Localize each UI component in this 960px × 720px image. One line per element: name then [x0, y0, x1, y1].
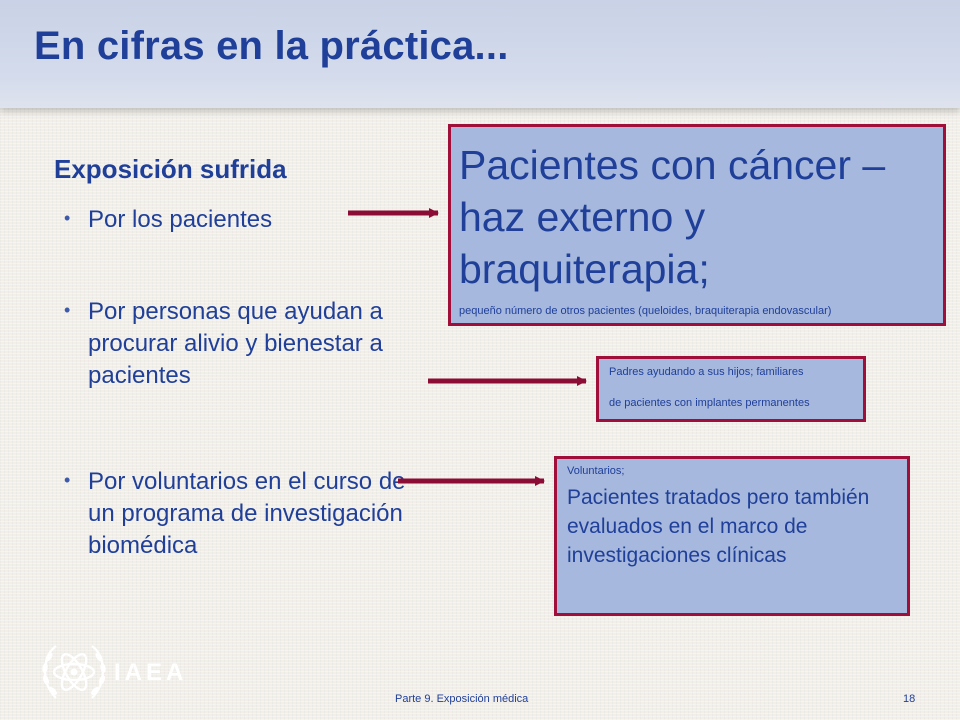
volunteers-box-main-text: Pacientes tratados pero también evaluados en el marco de investigaciones clínicas [567, 486, 870, 567]
bullet-text: Por los pacientes [88, 206, 273, 233]
helpers-box-line2: de pacientes con implantes permanentes [609, 397, 810, 409]
bullet-icon: • [64, 208, 71, 228]
page-number: 18 [903, 693, 916, 705]
slide-title: En cifras en la práctica... [34, 24, 509, 68]
atom-laurel-icon [38, 638, 110, 708]
footer-text: Parte 9. Exposición médica [395, 693, 529, 705]
helpers-box-line1: Padres ayudando a sus hijos; familiares [609, 366, 804, 378]
section-heading: Exposición sufrida [54, 154, 287, 184]
cancer-box-main-text: Pacientes con cáncer – haz externo y braquiterapia; [459, 142, 886, 292]
bullet-text: Por personas que ayudan a procurar alivio y bienestar a pacientes [88, 298, 383, 389]
bullet-text: Por voluntarios en el curso de un programa de investigación biomédica [88, 468, 406, 559]
volunteers-box-label: Voluntarios; [567, 465, 625, 477]
bullet-icon: • [64, 300, 71, 320]
iaea-wordmark: IAEA [114, 659, 188, 686]
bullet-icon: • [64, 470, 71, 490]
cancer-box-note: pequeño número de otros pacientes (queloides, braquiterapia endovascular) [459, 305, 832, 317]
